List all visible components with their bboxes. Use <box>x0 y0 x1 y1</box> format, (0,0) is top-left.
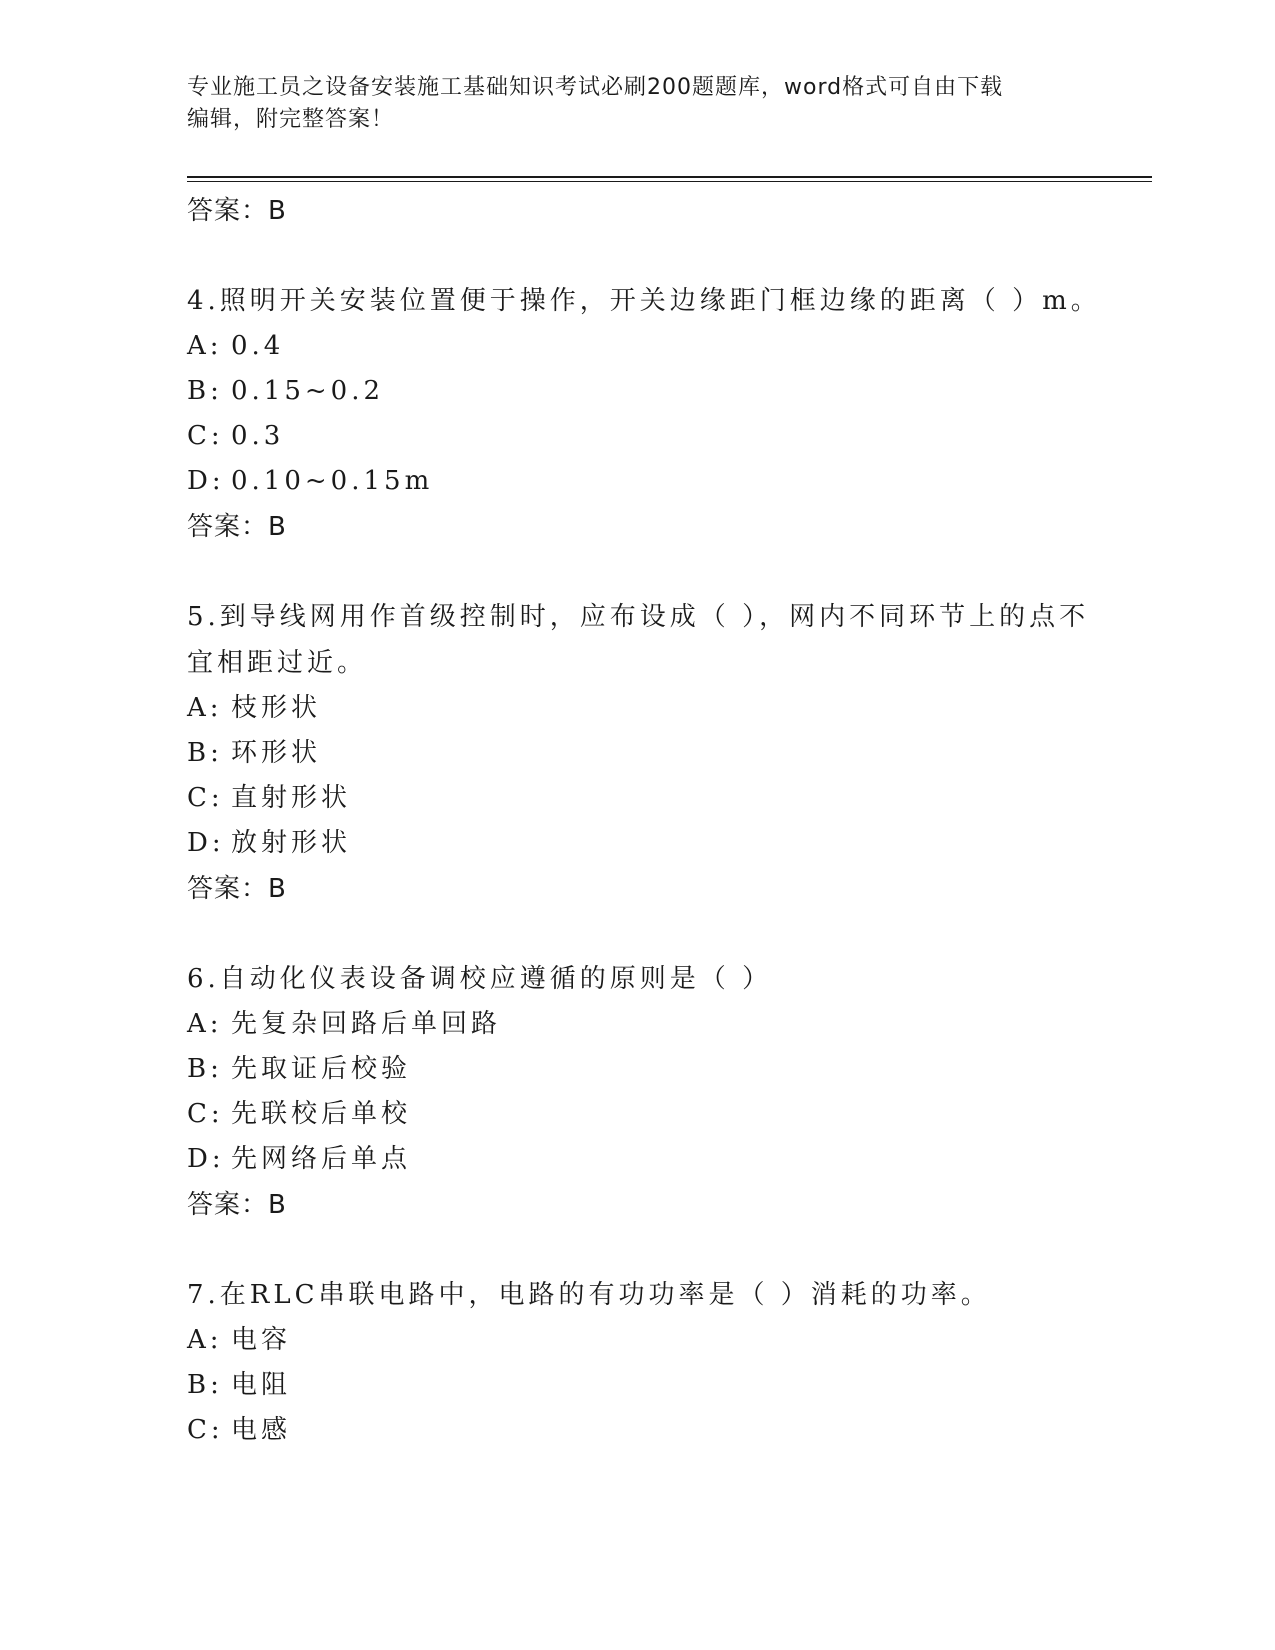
option-letter: C: <box>187 1099 224 1129</box>
header-rule-thin <box>187 181 1152 182</box>
option-d <box>187 459 1087 504</box>
question-text: 4.照明开关安装位置便于操作，开关边缘距门框边缘的距离（ ）m。 <box>187 286 1101 316</box>
option-c <box>187 776 1087 821</box>
option-letter: C: <box>187 783 224 813</box>
option-text: 枝形状 <box>231 693 322 723</box>
option-text: 先复杂回路后单回路 <box>231 1009 502 1039</box>
option-b <box>187 1047 1087 1092</box>
option-text: 0.10~0.15m <box>231 466 434 496</box>
option-letter: B: <box>187 738 223 768</box>
option-text: 0.4 <box>231 331 285 361</box>
previous-answer: 答案：B <box>187 196 287 226</box>
header-rule-thick <box>187 176 1152 178</box>
option-d <box>187 1137 1087 1182</box>
spacer <box>187 234 1087 278</box>
spacer <box>187 550 1087 594</box>
option-letter: A: <box>187 1325 223 1355</box>
question-text: 6.自动化仪表设备调校应遵循的原则是（ ） <box>187 964 773 994</box>
option-text: 直射形状 <box>231 783 352 813</box>
answer: 答案：B <box>187 512 287 542</box>
option-letter: A: <box>187 1009 223 1039</box>
option-text: 0.3 <box>231 421 285 451</box>
option-text: 先取证后校验 <box>231 1054 412 1084</box>
option-c <box>187 414 1087 459</box>
option-text: 电阻 <box>231 1370 292 1400</box>
document-header <box>187 72 1067 136</box>
option-text: 先网络后单点 <box>231 1144 412 1174</box>
answer: 答案：B <box>187 874 287 904</box>
option-letter: A: <box>187 693 223 723</box>
header-line-2: 编辑，附完整答案！ <box>187 107 395 132</box>
option-c <box>187 1092 1087 1137</box>
question-list <box>187 188 1101 1453</box>
option-c <box>187 1408 1087 1453</box>
question-5 <box>187 594 1090 912</box>
option-text: 先联校后单校 <box>231 1099 412 1129</box>
option-text: 环形状 <box>231 738 322 768</box>
option-letter: D: <box>187 1144 225 1174</box>
question-text: 7.在RLC串联电路中，电路的有功功率是（ ）消耗的功率。 <box>187 1280 991 1310</box>
option-text: 放射形状 <box>231 828 352 858</box>
option-letter: D: <box>187 466 225 496</box>
option-letter: B: <box>187 1054 223 1084</box>
question-6 <box>187 956 1087 1228</box>
option-letter: C: <box>187 1415 224 1445</box>
option-letter: B: <box>187 1370 223 1400</box>
option-d <box>187 821 1087 866</box>
option-b <box>187 731 1087 776</box>
question-7 <box>187 1272 1087 1453</box>
option-text: 0.15~0.2 <box>231 376 385 406</box>
option-text: 电容 <box>231 1325 292 1355</box>
option-letter: D: <box>187 828 225 858</box>
option-a <box>187 324 1087 369</box>
option-a <box>187 1002 1087 1047</box>
option-a <box>187 686 1087 731</box>
question-text-continued: 宜相距过近。 <box>187 648 368 678</box>
option-a <box>187 1318 1087 1363</box>
answer: 答案：B <box>187 1190 287 1220</box>
option-letter: A: <box>187 331 223 361</box>
option-letter: B: <box>187 376 223 406</box>
question-4 <box>187 278 1101 550</box>
option-text: 电感 <box>231 1415 292 1445</box>
option-b <box>187 369 1087 414</box>
question-text: 5.到导线网用作首级控制时，应布设成（ ），网内不同环节上的点不 <box>187 602 1090 632</box>
option-letter: C: <box>187 421 224 451</box>
spacer <box>187 1228 1087 1272</box>
spacer <box>187 912 1087 956</box>
option-b <box>187 1363 1087 1408</box>
header-line-1: 专业施工员之设备安装施工基础知识考试必刷200题题库，word格式可自由下载 <box>187 75 1004 100</box>
